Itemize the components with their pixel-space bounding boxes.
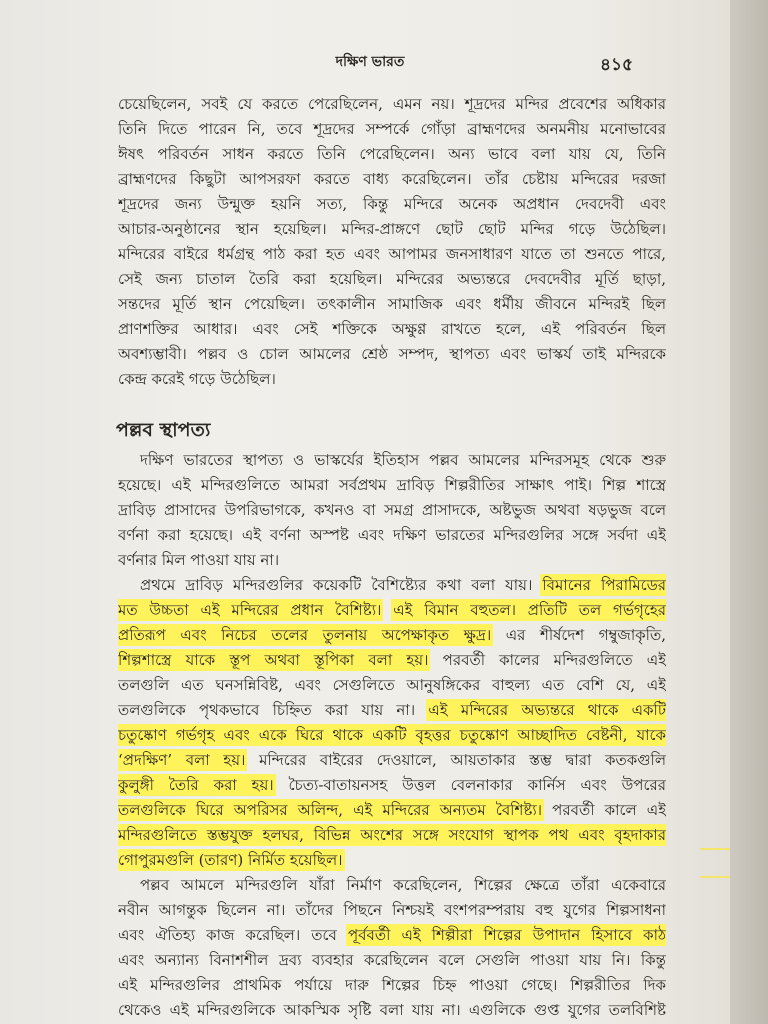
margin-highlight-mark bbox=[700, 848, 730, 850]
text-line: অবশ্যম্ভাবী। পল্লব ও চোল আমলের শ্রেষ্ঠ সম্পদ, স্থাপত্য এবং ভাস্কর্য তাই মন্দিরকে bbox=[118, 345, 666, 363]
text-line: নবীন আগন্তুক ছিলেন না। তাঁদের পিছনে নিশ্চয়ই বংশপরম্পরায় বহু যুগের শিল্পসাধনা bbox=[118, 901, 666, 919]
text-line: ঈষৎ পরিবর্তন সাধন করতে তিনি পেরেছিলেন। অন্য ভাবে বলা যায় যে, তিনি bbox=[118, 145, 666, 163]
highlighted-text: এই বিমান বহুতল। প্রতিটি তল গর্ভগৃহের bbox=[393, 601, 666, 619]
text-line: আচার-অনুষ্ঠানের স্থান হয়েছিল। মন্দির-প্রাঙ্গণে ছোট ছোট মন্দির গড়ে উঠেছিল। bbox=[118, 220, 666, 238]
section-heading: পল্লব স্থাপত্য bbox=[116, 419, 211, 441]
running-head: দক্ষিণ ভারত bbox=[335, 54, 405, 70]
text-span: প্রথমে দ্রাবিড় মন্দিরগুলির কয়েকটি বৈশিষ্ট্যের কথা বলা যায়। bbox=[140, 576, 543, 594]
text-line bbox=[118, 698, 666, 723]
highlighted-text: চতুষ্কোণ গর্ভগৃহ এবং একে ঘিরে থাকে একটি বৃহত্তর চতুষ্কোণ আচ্ছাদিত বেষ্টনী, যাকে bbox=[118, 726, 666, 744]
text-line: পল্লব আমলে মন্দিরগুলি যাঁরা নির্মাণ করেছিলেন, শিল্পের ক্ষেত্রে তাঁরা একেবারে bbox=[140, 876, 666, 894]
text-line bbox=[118, 673, 666, 698]
text-line bbox=[118, 748, 666, 773]
highlighted-text: পূর্ববর্তী এই শিল্পীরা শিল্পের উপাদান হিসাবে কাঠ bbox=[347, 926, 666, 944]
paragraph-1 bbox=[118, 92, 666, 392]
text-line: দক্ষিণ ভারতের স্থাপত্য ও ভাস্কর্যের ইতিহাস পল্লব আমলের মন্দিরসমূহ থেকে শুরু bbox=[140, 451, 666, 469]
text-line: সেই জন্য চাতাল তৈরি করা হয়েছিল। মন্দিরের অভ্যন্তরে দেবদেবীর মূর্তি ছাড়া, bbox=[118, 270, 666, 288]
text-line bbox=[118, 923, 666, 948]
text-span: এবং ঐতিহ্য কাজ করেছিল। তবে bbox=[118, 926, 348, 944]
margin-highlight-mark bbox=[700, 876, 730, 878]
text-line: বর্ণনার মিল পাওয়া যায় না। bbox=[118, 551, 280, 569]
highlighted-text: প্রতিরূপ এবং নিচের তলের তুলনায় অপেক্ষাকৃত ক্ষুদ্র। bbox=[118, 626, 492, 644]
text-span bbox=[381, 601, 393, 619]
highlighted-text: গোপুরমগুলি (তারণ) নির্মিত হয়েছিল। bbox=[118, 851, 343, 869]
text-span: পরবর্তী কালে এই bbox=[542, 801, 666, 819]
text-span: মন্দিরের বাইরের দেওয়ালে, আয়তাকার স্তম্ভ দ্বারা কতকগুলি bbox=[245, 751, 666, 769]
text-line bbox=[118, 623, 666, 648]
text-line bbox=[118, 598, 666, 623]
text-line bbox=[118, 798, 666, 823]
text-line bbox=[118, 848, 666, 873]
text-line: মন্দিরের বাইরে ধর্মগ্রন্থ পাঠ করা হত এবং আপামর জনসাধারণ যাতে তা শুনতে পারে, bbox=[118, 245, 666, 263]
text-span: তলগুলিকে পৃথকভাবে চিহ্নিত করা যায় না। bbox=[118, 701, 429, 719]
text-line: প্রাণশক্তির আধার। এবং সেই শক্তিকে অক্ষুণ্ণ রাখতে হলে, এই পরিবর্তন ছিল bbox=[118, 320, 666, 338]
text-line: কেন্দ্র করেই গড়ে উঠেছিল। bbox=[118, 370, 276, 388]
highlighted-text: শিল্পশাস্ত্রে যাকে স্তূপ অথবা স্তূপিকা বলা হয়। bbox=[118, 651, 429, 669]
text-line: শূদ্রদের জন্য উন্মুক্ত হয়নি সত্য, কিন্তু মন্দিরে অনেক অপ্রধান দেবদেবী এবং bbox=[118, 195, 666, 213]
text-span: এর শীর্ষদেশ গম্বুজাকৃতি, bbox=[491, 626, 666, 644]
body-text bbox=[118, 92, 666, 1023]
paragraph-2 bbox=[118, 448, 666, 573]
text-span: চৈত্য-বাতায়নসহ উত্তল বেলনাকার কার্নিস এবং উপরের bbox=[273, 776, 666, 794]
text-line: সন্তদের মূর্তি স্থান পেয়েছিল। তৎকালীন সামাজিক এবং ধর্মীয় জীবনে মন্দিরই ছিল bbox=[118, 295, 666, 313]
text-line: বর্ণনা করা হয়েছে। এই বর্ণনা অস্পষ্ট এবং দক্ষিণ ভারতের মন্দিরগুলির সঙ্গে সর্বদা এই bbox=[118, 526, 666, 544]
text-line: এই মন্দিরগুলির প্রাথমিক পর্যায়ে দারু শিল্পের চিহ্ন পাওয়া গেছে। শিল্পরীতির দিক bbox=[118, 976, 666, 994]
text-span: পরবর্তী কালের মন্দিরগুলিতে এই bbox=[428, 651, 666, 669]
paragraph-3 bbox=[118, 573, 666, 873]
highlighted-text: ‘প্রদক্ষিণ’ বলা হয়। bbox=[118, 751, 246, 769]
text-line bbox=[118, 573, 666, 598]
text-line: চেয়েছিলেন, সবই যে করতে পেরেছিলেন, এমন নয়। শূদ্রদের মন্দির প্রবেশের অধিকার bbox=[118, 95, 666, 113]
text-line: দ্রাবিড় প্রাসাদের উপরিভাগকে, কখনও বা সমগ্র প্রাসাদকে, অষ্টভুজ অথবা ষড়ভুজ বলে bbox=[118, 501, 666, 519]
highlighted-text: কুলুঙ্গী তৈরি করা হয়। bbox=[118, 776, 274, 794]
text-line bbox=[118, 823, 666, 848]
highlighted-text: তলগুলিকে ঘিরে অপরিসর অলিন্দ, এই মন্দিরের অন্যতম বৈশিষ্ট্য। bbox=[118, 801, 543, 819]
page-number: ৪১৫ bbox=[600, 55, 634, 75]
text-line bbox=[118, 773, 666, 798]
text-line: এবং অন্যান্য বিনাশশীল দ্রব্য ব্যবহার করেছিলেন বলে সেগুলি পাওয়া যায় নি। কিন্তু bbox=[118, 951, 666, 969]
text-line bbox=[118, 723, 666, 748]
paragraph-4 bbox=[118, 873, 666, 1023]
highlighted-text: এই মন্দিরের অভ্যন্তরে থাকে একটি bbox=[428, 701, 666, 719]
text-line: ব্রাহ্মণদের কিছুটা আপসরফা করতে বাধ্য করেছিলেন। তাঁর চেষ্টায় মন্দিরের দরজা bbox=[118, 170, 666, 188]
highlighted-text: বিমানের পিরামিডের bbox=[542, 576, 666, 594]
highlighted-text: মত উচ্চতা এই মন্দিরের প্রধান বৈশিষ্ট্য। bbox=[118, 601, 382, 619]
text-line: থেকেও এই মন্দিরগুলিকে আকস্মিক সৃষ্টি বলা যায় না। এগুলিকে গুপ্ত যুগের তলবিশিষ্ট bbox=[118, 1001, 666, 1019]
text-line bbox=[118, 648, 666, 673]
highlighted-text: মন্দিরগুলিতে স্তম্ভযুক্ত হলঘর, বিভিন্ন অংশের সঙ্গে সংযোগ স্থাপক পথ এবং বৃহদাকার bbox=[118, 826, 666, 844]
text-span: তলগুলি এত ঘনসন্নিবিষ্ট, এবং সেগুলিতে আনুষঙ্গিকের বাহুল্য এত বেশি যে, এই bbox=[118, 676, 666, 694]
text-line: হয়েছে। এই মন্দিরগুলিতে আমরা সর্বপ্রথম দ্রাবিড় শিল্পরীতির সাক্ষাৎ পাই। শিল্প শাস্ত্রে bbox=[118, 476, 666, 494]
text-line: তিনি দিতে পারেন নি, তবে শূদ্রদের সম্পর্কে গোঁড়া ব্রাহ্মণদের অনমনীয় মনোভাবের bbox=[118, 120, 666, 138]
